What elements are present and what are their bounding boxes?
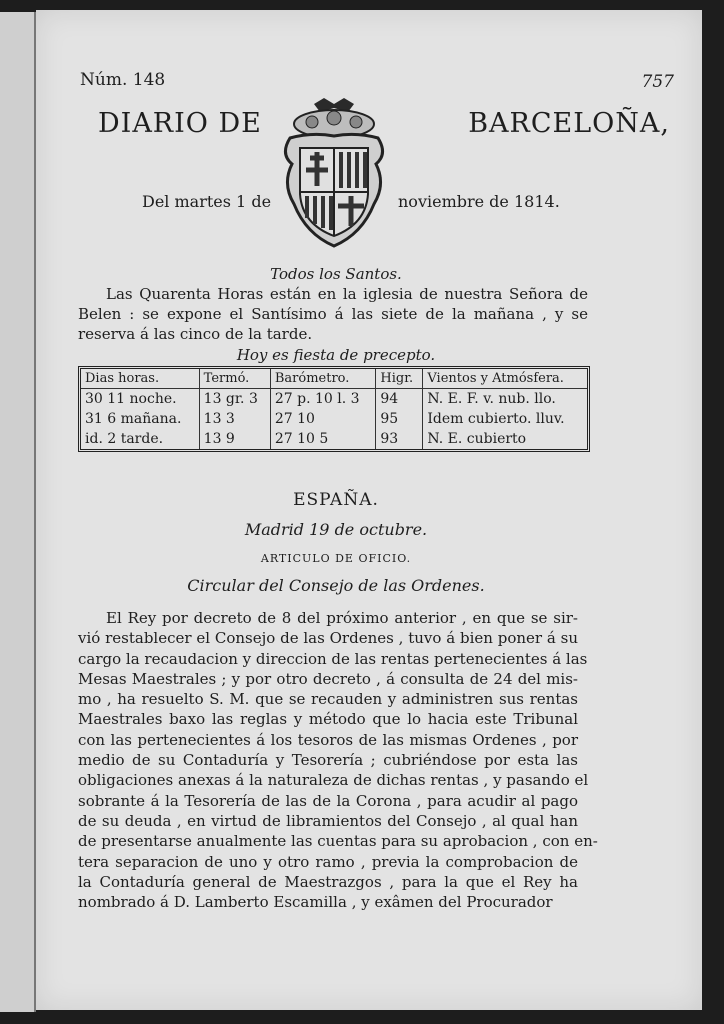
col-header-hygrometer: Higr. <box>376 369 423 389</box>
newspaper-page <box>36 10 702 1010</box>
col-header-barometer: Barómetro. <box>270 369 376 389</box>
cell-time: 31 6 mañana. <box>85 411 182 427</box>
cell-time: 30 11 noche. <box>85 391 177 407</box>
cell-thermometer: 13 gr. 3 <box>199 389 270 410</box>
forty-hours-notice-text: Las Quarenta Horas están en la iglesia de nuestra Señora de Belen : se expone el Santísimo á las siete de la mañana , y se reserva á las cinco de la tarde. <box>78 285 588 343</box>
article-line: Maestrales baxo las reglas y método que lo hacia este Tribunal <box>78 710 578 729</box>
cell-barometer: 27 10 5 <box>270 429 376 449</box>
date-line-right: noviembre de 1814. <box>398 192 560 211</box>
article-heading: Circular del Consejo de las Ordenes. <box>187 576 485 595</box>
article-line: cargo la recaudacion y direccion de las rentas pertenecientes á las <box>78 649 588 668</box>
article-line: obligaciones anexas á la naturaleza de dichas rentas , y pasando el <box>78 771 589 790</box>
article-body <box>78 608 598 912</box>
cell-barometer: 27 p. 10 l. 3 <box>270 389 376 410</box>
col-header-thermometer: Termó. <box>199 369 270 389</box>
barcelona-coat-of-arms-icon <box>276 94 392 254</box>
date-line-left: Del martes 1 de <box>142 192 272 211</box>
article-line: con las pertenecientes á los tesoros de las mismas Ordenes , por <box>78 730 578 749</box>
col-header-days: Dias horas. <box>81 369 199 389</box>
article-line: de presentarse anualmente las cuentas para su aprobacion , con en- <box>78 832 598 851</box>
section-country: ESPAÑA. <box>293 490 379 510</box>
article-line: tera separacion de uno y otro ramo , previa la comprobacion de <box>78 852 578 871</box>
forty-hours-notice <box>78 284 588 344</box>
article-kicker: ARTICULO DE OFICIO. <box>260 552 412 565</box>
page-number: 757 <box>641 72 674 92</box>
article-line: la Contaduría general de Maestrazgos , para la que el Rey ha <box>78 872 578 891</box>
table-row <box>81 409 587 429</box>
cell-winds: Idem cubierto. lluv. <box>423 409 587 429</box>
masthead-title-right: BARCELOÑA, <box>468 108 670 139</box>
table-row <box>81 389 587 410</box>
weather-table <box>78 366 590 452</box>
cell-thermometer: 13 3 <box>199 409 270 429</box>
article-line: sobrante á la Tesorería de las de la Corona , para acudir al pago <box>78 791 578 810</box>
weather-table-header <box>81 369 587 389</box>
cell-hygrometer: 93 <box>376 429 423 449</box>
article-line: de su deuda , en virtud de libramientos del Consejo , al qual han <box>78 811 578 830</box>
cell-barometer: 27 10 <box>270 409 376 429</box>
cell-time: id. 2 tarde. <box>85 431 164 447</box>
facing-page-edge <box>0 12 36 1012</box>
cell-winds: N. E. F. v. nub. llo. <box>423 389 587 410</box>
cell-hygrometer: 94 <box>376 389 423 410</box>
cell-winds: N. E. cubierto <box>423 429 587 449</box>
article-line: Mesas Maestrales ; y por otro decreto , á consulta de 24 del mis- <box>78 669 578 688</box>
article-line: mo , ha resuelto S. M. que se recauden y administren sus rentas <box>78 690 578 709</box>
dateline: Madrid 19 de octubre. <box>244 520 428 539</box>
masthead-title-left: DIARIO DE <box>98 108 262 139</box>
col-header-winds: Vientos y Atmósfera. <box>423 369 587 389</box>
table-row <box>81 429 587 449</box>
article-line: El Rey por decreto de 8 del próximo anterior , en que se sir- <box>106 609 578 627</box>
cell-hygrometer: 95 <box>376 409 423 429</box>
article-line: vió restablecer el Consejo de las Ordenes , tuvo á bien poner á su <box>78 629 578 648</box>
article-line: nombrado á D. Lamberto Escamilla , y exâmen del Procurador <box>78 893 553 912</box>
article-line: medio de su Contaduría y Tesorería ; cubriéndose por esta las <box>78 751 578 770</box>
issue-number: Núm. 148 <box>80 70 166 90</box>
cell-thermometer: 13 9 <box>199 429 270 449</box>
holiday-notice: Hoy es fiesta de precepto. <box>236 346 436 364</box>
saint-of-day: Todos los Santos. <box>270 265 402 283</box>
